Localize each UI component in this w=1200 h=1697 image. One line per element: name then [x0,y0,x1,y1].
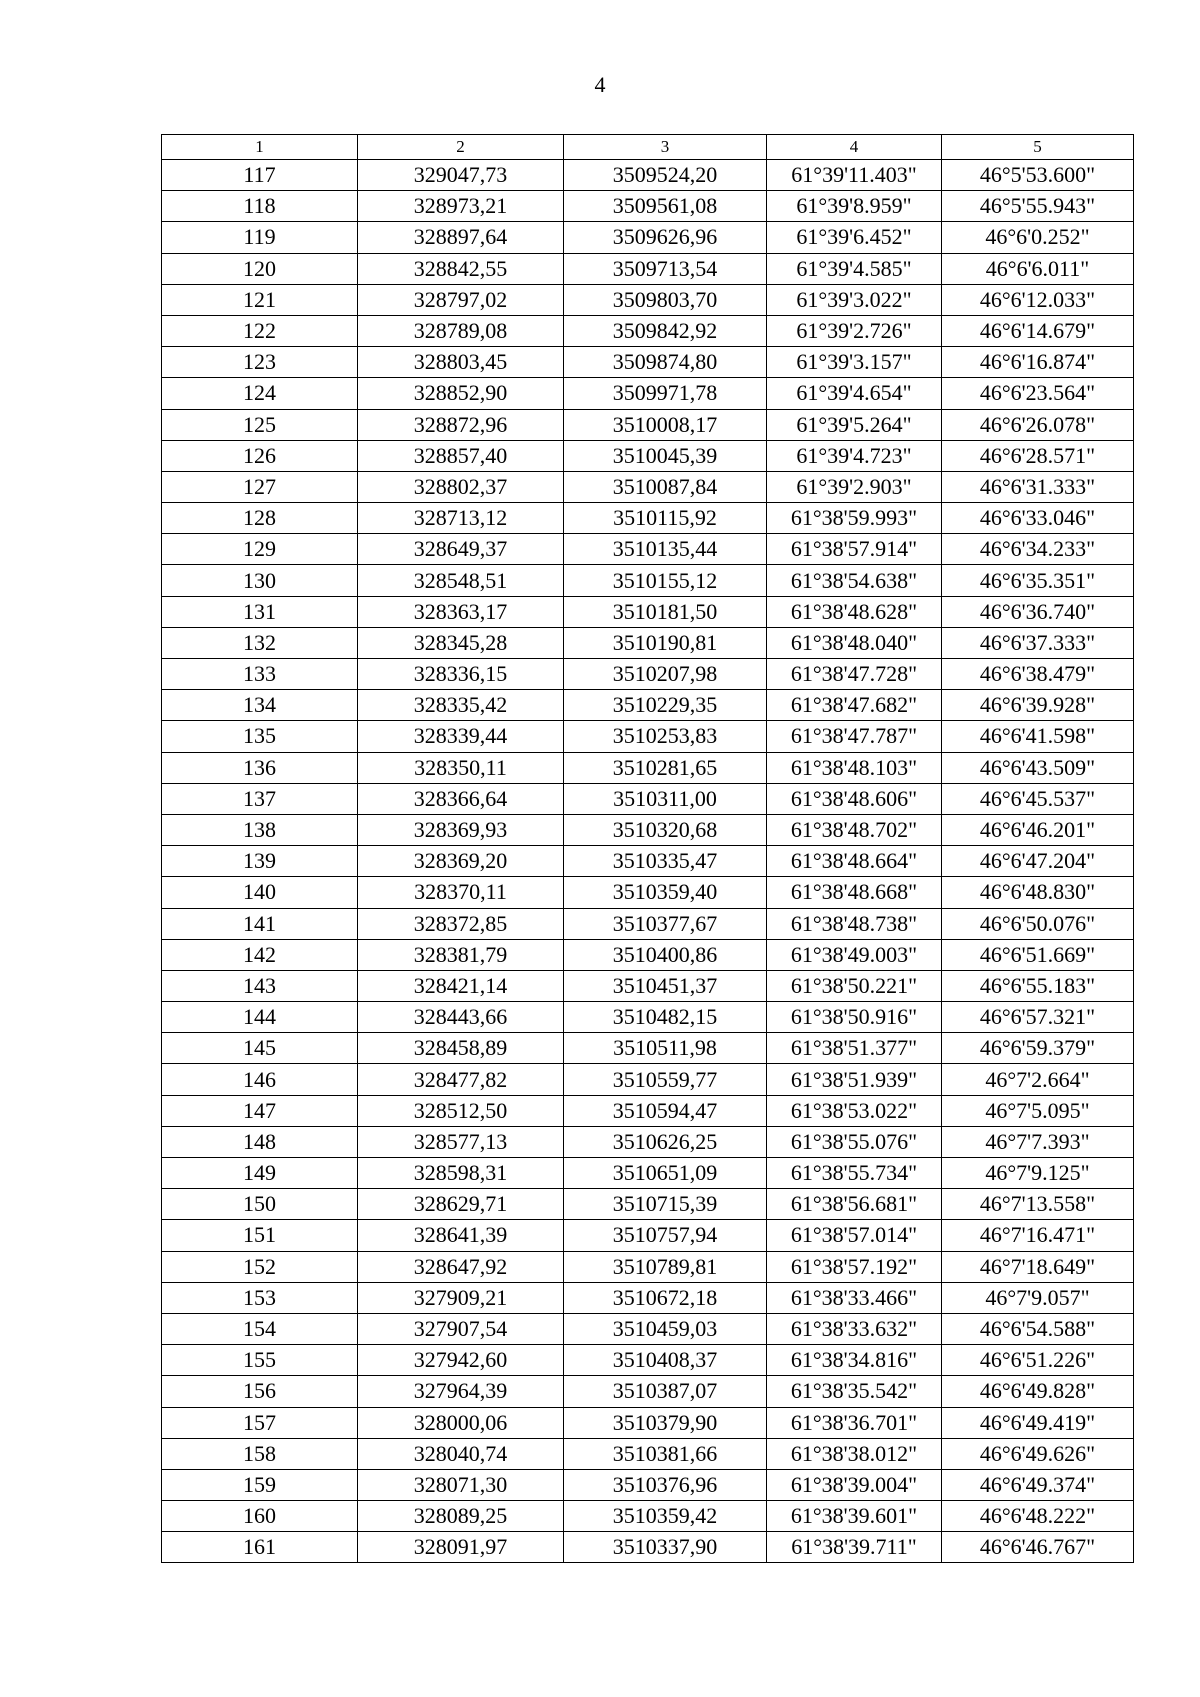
y-coordinate-cell: 3510087,84 [564,471,767,502]
point-number-cell: 125 [162,409,358,440]
latitude-cell: 61°38'57.192" [767,1251,942,1282]
page-number: 4 [594,72,606,97]
table-row [162,690,1134,721]
table-row [162,1002,1134,1033]
latitude-cell: 61°39'4.585" [767,253,942,284]
x-coordinate-cell: 328842,55 [358,253,564,284]
latitude-cell: 61°38'48.668" [767,877,942,908]
latitude-cell: 61°38'36.701" [767,1407,942,1438]
y-coordinate-cell: 3509971,78 [564,378,767,409]
point-number-cell: 134 [162,690,358,721]
table-row [162,1376,1134,1407]
y-coordinate-cell: 3510359,42 [564,1501,767,1532]
x-coordinate-cell: 328548,51 [358,565,564,596]
longitude-cell: 46°6'35.351" [942,565,1134,596]
y-coordinate-cell: 3510376,96 [564,1469,767,1500]
x-coordinate-cell: 328369,20 [358,846,564,877]
x-coordinate-cell: 328477,82 [358,1064,564,1095]
longitude-cell: 46°6'49.626" [942,1438,1134,1469]
latitude-cell: 61°38'48.738" [767,908,942,939]
x-coordinate-cell: 328458,89 [358,1033,564,1064]
latitude-cell: 61°38'53.022" [767,1095,942,1126]
y-coordinate-cell: 3510626,25 [564,1126,767,1157]
table-row [162,1064,1134,1095]
point-number-cell: 132 [162,627,358,658]
longitude-cell: 46°6'31.333" [942,471,1134,502]
point-number-cell: 133 [162,659,358,690]
point-number-cell: 138 [162,814,358,845]
table-row [162,1033,1134,1064]
longitude-cell: 46°7'16.471" [942,1220,1134,1251]
point-number-cell: 151 [162,1220,358,1251]
y-coordinate-cell: 3509842,92 [564,315,767,346]
longitude-cell: 46°6'36.740" [942,596,1134,627]
y-coordinate-cell: 3510651,09 [564,1158,767,1189]
latitude-cell: 61°38'51.939" [767,1064,942,1095]
longitude-cell: 46°7'2.664" [942,1064,1134,1095]
latitude-cell: 61°38'33.466" [767,1282,942,1313]
longitude-cell: 46°7'7.393" [942,1126,1134,1157]
x-coordinate-cell: 328802,37 [358,471,564,502]
latitude-cell: 61°38'48.103" [767,752,942,783]
y-coordinate-cell: 3510311,00 [564,783,767,814]
y-coordinate-cell: 3510451,37 [564,970,767,1001]
longitude-cell: 46°6'59.379" [942,1033,1134,1064]
latitude-cell: 61°39'2.903" [767,471,942,502]
point-number-cell: 156 [162,1376,358,1407]
longitude-cell: 46°6'39.928" [942,690,1134,721]
longitude-cell: 46°6'16.874" [942,347,1134,378]
y-coordinate-cell: 3509803,70 [564,284,767,315]
latitude-cell: 61°38'48.702" [767,814,942,845]
table-row [162,1407,1134,1438]
x-coordinate-cell: 328713,12 [358,503,564,534]
y-coordinate-cell: 3510253,83 [564,721,767,752]
latitude-cell: 61°39'5.264" [767,409,942,440]
longitude-cell: 46°7'13.558" [942,1189,1134,1220]
latitude-cell: 61°38'34.816" [767,1345,942,1376]
table-row [162,1345,1134,1376]
latitude-cell: 61°38'47.787" [767,721,942,752]
longitude-cell: 46°6'38.479" [942,659,1134,690]
x-coordinate-cell: 328040,74 [358,1438,564,1469]
column-header-5: 5 [942,135,1134,160]
point-number-cell: 149 [162,1158,358,1189]
table-row [162,659,1134,690]
point-number-cell: 121 [162,284,358,315]
latitude-cell: 61°38'57.914" [767,534,942,565]
latitude-cell: 61°39'8.959" [767,191,942,222]
y-coordinate-cell: 3510045,39 [564,440,767,471]
longitude-cell: 46°7'9.125" [942,1158,1134,1189]
point-number-cell: 129 [162,534,358,565]
x-coordinate-cell: 328366,64 [358,783,564,814]
x-coordinate-cell: 328629,71 [358,1189,564,1220]
table-row [162,970,1134,1001]
latitude-cell: 61°38'35.542" [767,1376,942,1407]
longitude-cell: 46°6'46.767" [942,1532,1134,1563]
latitude-cell: 61°38'50.916" [767,1002,942,1033]
latitude-cell: 61°38'48.628" [767,596,942,627]
y-coordinate-cell: 3509626,96 [564,222,767,253]
table-row [162,222,1134,253]
longitude-cell: 46°6'23.564" [942,378,1134,409]
x-coordinate-cell: 327964,39 [358,1376,564,1407]
y-coordinate-cell: 3510757,94 [564,1220,767,1251]
point-number-cell: 139 [162,846,358,877]
point-number-cell: 122 [162,315,358,346]
y-coordinate-cell: 3510359,40 [564,877,767,908]
table-row [162,378,1134,409]
y-coordinate-cell: 3510511,98 [564,1033,767,1064]
table-body [162,160,1134,1563]
latitude-cell: 61°39'2.726" [767,315,942,346]
x-coordinate-cell: 328598,31 [358,1158,564,1189]
table-row [162,814,1134,845]
latitude-cell: 61°39'3.022" [767,284,942,315]
y-coordinate-cell: 3510335,47 [564,846,767,877]
latitude-cell: 61°38'55.734" [767,1158,942,1189]
point-number-cell: 155 [162,1345,358,1376]
table-row [162,191,1134,222]
latitude-cell: 61°39'3.157" [767,347,942,378]
x-coordinate-cell: 328372,85 [358,908,564,939]
point-number-cell: 161 [162,1532,358,1563]
table-row [162,1220,1134,1251]
y-coordinate-cell: 3510672,18 [564,1282,767,1313]
y-coordinate-cell: 3510155,12 [564,565,767,596]
y-coordinate-cell: 3510400,86 [564,939,767,970]
point-number-cell: 150 [162,1189,358,1220]
longitude-cell: 46°6'50.076" [942,908,1134,939]
point-number-cell: 143 [162,970,358,1001]
longitude-cell: 46°7'5.095" [942,1095,1134,1126]
coordinates-table [161,134,1134,1563]
column-header-4: 4 [767,135,942,160]
table-row [162,347,1134,378]
longitude-cell: 46°6'6.011" [942,253,1134,284]
y-coordinate-cell: 3510387,07 [564,1376,767,1407]
x-coordinate-cell: 327942,60 [358,1345,564,1376]
longitude-cell: 46°6'49.419" [942,1407,1134,1438]
longitude-cell: 46°6'49.374" [942,1469,1134,1500]
table-row [162,503,1134,534]
latitude-cell: 61°39'11.403" [767,160,942,191]
table-row [162,783,1134,814]
y-coordinate-cell: 3509524,20 [564,160,767,191]
table-row [162,284,1134,315]
y-coordinate-cell: 3510281,65 [564,752,767,783]
y-coordinate-cell: 3510181,50 [564,596,767,627]
x-coordinate-cell: 328647,92 [358,1251,564,1282]
table-row [162,1438,1134,1469]
table-row [162,1282,1134,1313]
latitude-cell: 61°38'47.682" [767,690,942,721]
y-coordinate-cell: 3509561,08 [564,191,767,222]
longitude-cell: 46°6'43.509" [942,752,1134,783]
y-coordinate-cell: 3510229,35 [564,690,767,721]
longitude-cell: 46°6'54.588" [942,1313,1134,1344]
column-header-1: 1 [162,135,358,160]
table-row [162,1501,1134,1532]
y-coordinate-cell: 3510459,03 [564,1313,767,1344]
point-number-cell: 145 [162,1033,358,1064]
latitude-cell: 61°39'4.723" [767,440,942,471]
y-coordinate-cell: 3510207,98 [564,659,767,690]
y-coordinate-cell: 3510715,39 [564,1189,767,1220]
x-coordinate-cell: 328091,97 [358,1532,564,1563]
table-row [162,315,1134,346]
longitude-cell: 46°6'48.830" [942,877,1134,908]
longitude-cell: 46°6'41.598" [942,721,1134,752]
point-number-cell: 152 [162,1251,358,1282]
longitude-cell: 46°6'0.252" [942,222,1134,253]
latitude-cell: 61°38'48.664" [767,846,942,877]
point-number-cell: 135 [162,721,358,752]
longitude-cell: 46°7'18.649" [942,1251,1134,1282]
longitude-cell: 46°6'45.537" [942,783,1134,814]
longitude-cell: 46°6'12.033" [942,284,1134,315]
x-coordinate-cell: 328345,28 [358,627,564,658]
longitude-cell: 46°6'49.828" [942,1376,1134,1407]
latitude-cell: 61°38'48.040" [767,627,942,658]
x-coordinate-cell: 328973,21 [358,191,564,222]
latitude-cell: 61°39'6.452" [767,222,942,253]
table-row [162,1532,1134,1563]
x-coordinate-cell: 328803,45 [358,347,564,378]
x-coordinate-cell: 328089,25 [358,1501,564,1532]
y-coordinate-cell: 3509874,80 [564,347,767,378]
latitude-cell: 61°38'39.601" [767,1501,942,1532]
x-coordinate-cell: 327907,54 [358,1313,564,1344]
y-coordinate-cell: 3510594,47 [564,1095,767,1126]
x-coordinate-cell: 328370,11 [358,877,564,908]
y-coordinate-cell: 3510789,81 [564,1251,767,1282]
point-number-cell: 130 [162,565,358,596]
column-header-2: 2 [358,135,564,160]
y-coordinate-cell: 3510008,17 [564,409,767,440]
table-row [162,752,1134,783]
x-coordinate-cell: 328857,40 [358,440,564,471]
y-coordinate-cell: 3510482,15 [564,1002,767,1033]
longitude-cell: 46°6'34.233" [942,534,1134,565]
point-number-cell: 119 [162,222,358,253]
latitude-cell: 61°38'39.004" [767,1469,942,1500]
point-number-cell: 136 [162,752,358,783]
latitude-cell: 61°38'38.012" [767,1438,942,1469]
latitude-cell: 61°38'49.003" [767,939,942,970]
latitude-cell: 61°38'56.681" [767,1189,942,1220]
latitude-cell: 61°38'51.377" [767,1033,942,1064]
point-number-cell: 126 [162,440,358,471]
table-row [162,1251,1134,1282]
x-coordinate-cell: 328641,39 [358,1220,564,1251]
longitude-cell: 46°6'51.669" [942,939,1134,970]
point-number-cell: 154 [162,1313,358,1344]
latitude-cell: 61°38'47.728" [767,659,942,690]
longitude-cell: 46°6'26.078" [942,409,1134,440]
point-number-cell: 158 [162,1438,358,1469]
latitude-cell: 61°38'55.076" [767,1126,942,1157]
y-coordinate-cell: 3510377,67 [564,908,767,939]
x-coordinate-cell: 328872,96 [358,409,564,440]
point-number-cell: 123 [162,347,358,378]
longitude-cell: 46°6'57.321" [942,1002,1134,1033]
point-number-cell: 146 [162,1064,358,1095]
table-row [162,565,1134,596]
longitude-cell: 46°6'46.201" [942,814,1134,845]
x-coordinate-cell: 328577,13 [358,1126,564,1157]
x-coordinate-cell: 328649,37 [358,534,564,565]
y-coordinate-cell: 3510320,68 [564,814,767,845]
x-coordinate-cell: 328363,17 [358,596,564,627]
longitude-cell: 46°5'55.943" [942,191,1134,222]
x-coordinate-cell: 328335,42 [358,690,564,721]
point-number-cell: 141 [162,908,358,939]
x-coordinate-cell: 328797,02 [358,284,564,315]
x-coordinate-cell: 329047,73 [358,160,564,191]
point-number-cell: 124 [162,378,358,409]
column-header-3: 3 [564,135,767,160]
table-row [162,471,1134,502]
table-row [162,846,1134,877]
table-row [162,939,1134,970]
y-coordinate-cell: 3509713,54 [564,253,767,284]
point-number-cell: 137 [162,783,358,814]
longitude-cell: 46°6'51.226" [942,1345,1134,1376]
y-coordinate-cell: 3510408,37 [564,1345,767,1376]
table-row [162,1189,1134,1220]
longitude-cell: 46°6'33.046" [942,503,1134,534]
x-coordinate-cell: 328071,30 [358,1469,564,1500]
longitude-cell: 46°6'47.204" [942,846,1134,877]
x-coordinate-cell: 328369,93 [358,814,564,845]
latitude-cell: 61°39'4.654" [767,378,942,409]
point-number-cell: 118 [162,191,358,222]
point-number-cell: 128 [162,503,358,534]
x-coordinate-cell: 328897,64 [358,222,564,253]
table-row [162,1469,1134,1500]
y-coordinate-cell: 3510381,66 [564,1438,767,1469]
point-number-cell: 159 [162,1469,358,1500]
x-coordinate-cell: 328381,79 [358,939,564,970]
x-coordinate-cell: 327909,21 [358,1282,564,1313]
table-row [162,534,1134,565]
x-coordinate-cell: 328789,08 [358,315,564,346]
x-coordinate-cell: 328852,90 [358,378,564,409]
longitude-cell: 46°6'48.222" [942,1501,1134,1532]
latitude-cell: 61°38'39.711" [767,1532,942,1563]
longitude-cell: 46°6'37.333" [942,627,1134,658]
table-row [162,440,1134,471]
longitude-cell: 46°6'55.183" [942,970,1134,1001]
latitude-cell: 61°38'48.606" [767,783,942,814]
point-number-cell: 148 [162,1126,358,1157]
point-number-cell: 147 [162,1095,358,1126]
table-header-row [162,135,1134,160]
table-row [162,596,1134,627]
latitude-cell: 61°38'57.014" [767,1220,942,1251]
longitude-cell: 46°6'14.679" [942,315,1134,346]
point-number-cell: 153 [162,1282,358,1313]
table-row [162,877,1134,908]
longitude-cell: 46°7'9.057" [942,1282,1134,1313]
longitude-cell: 46°6'28.571" [942,440,1134,471]
table-row [162,409,1134,440]
table-row [162,1095,1134,1126]
table-row [162,908,1134,939]
y-coordinate-cell: 3510379,90 [564,1407,767,1438]
point-number-cell: 117 [162,160,358,191]
x-coordinate-cell: 328350,11 [358,752,564,783]
x-coordinate-cell: 328000,06 [358,1407,564,1438]
y-coordinate-cell: 3510559,77 [564,1064,767,1095]
y-coordinate-cell: 3510190,81 [564,627,767,658]
table-row [162,160,1134,191]
y-coordinate-cell: 3510135,44 [564,534,767,565]
point-number-cell: 127 [162,471,358,502]
table-row [162,1158,1134,1189]
x-coordinate-cell: 328512,50 [358,1095,564,1126]
x-coordinate-cell: 328443,66 [358,1002,564,1033]
point-number-cell: 160 [162,1501,358,1532]
point-number-cell: 131 [162,596,358,627]
table-row [162,721,1134,752]
x-coordinate-cell: 328421,14 [358,970,564,1001]
point-number-cell: 144 [162,1002,358,1033]
longitude-cell: 46°5'53.600" [942,160,1134,191]
point-number-cell: 140 [162,877,358,908]
table-row [162,627,1134,658]
latitude-cell: 61°38'54.638" [767,565,942,596]
table-row [162,253,1134,284]
x-coordinate-cell: 328339,44 [358,721,564,752]
table-row [162,1313,1134,1344]
latitude-cell: 61°38'59.993" [767,503,942,534]
point-number-cell: 157 [162,1407,358,1438]
latitude-cell: 61°38'33.632" [767,1313,942,1344]
point-number-cell: 120 [162,253,358,284]
y-coordinate-cell: 3510337,90 [564,1532,767,1563]
x-coordinate-cell: 328336,15 [358,659,564,690]
latitude-cell: 61°38'50.221" [767,970,942,1001]
y-coordinate-cell: 3510115,92 [564,503,767,534]
table-row [162,1126,1134,1157]
point-number-cell: 142 [162,939,358,970]
